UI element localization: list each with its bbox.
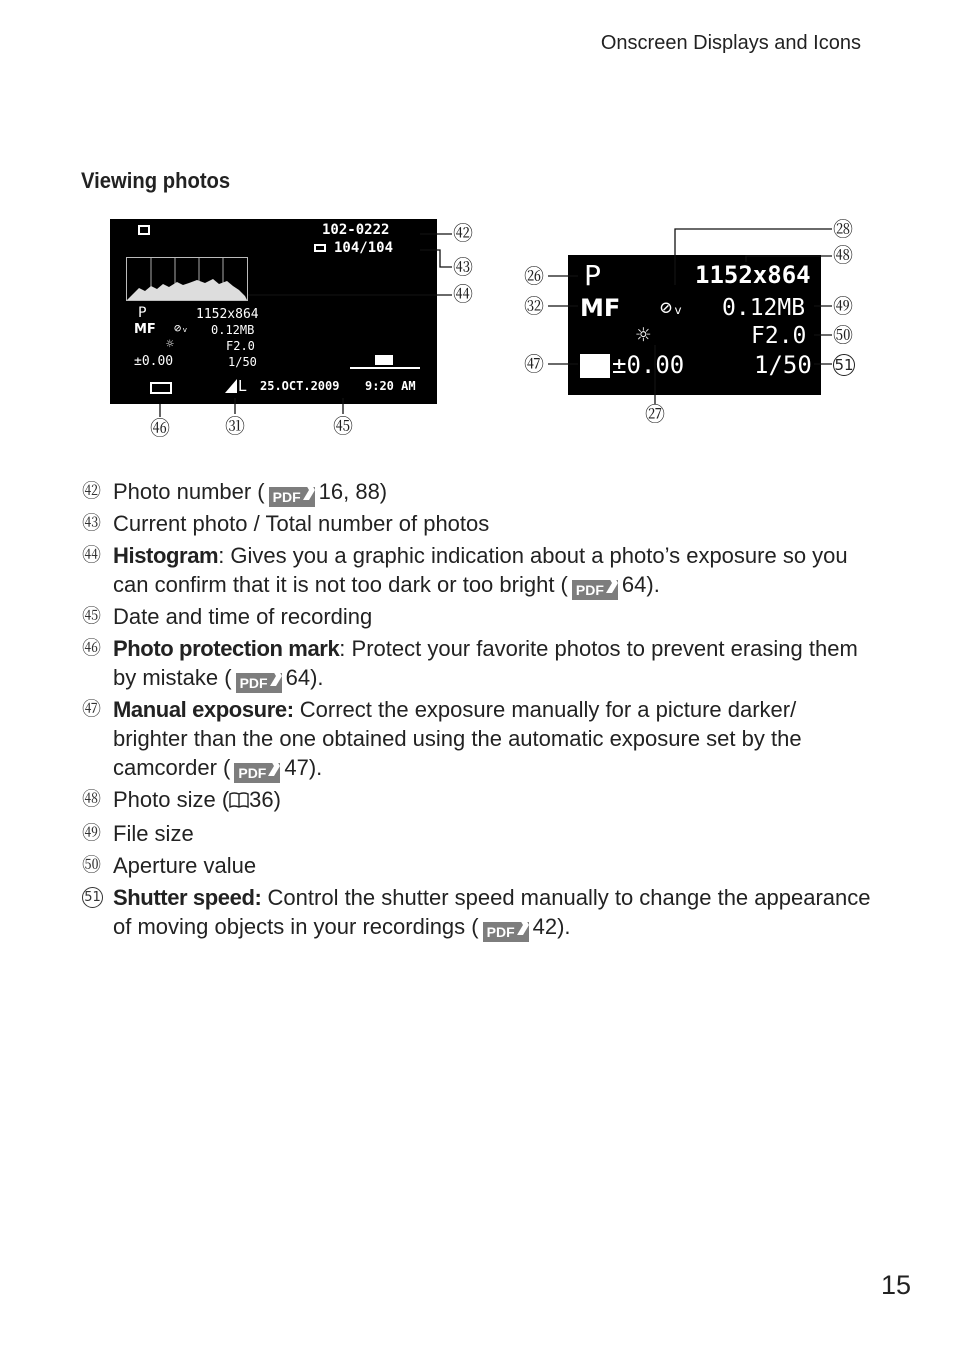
legend-item xyxy=(82,509,872,538)
legend-number: ㊽ xyxy=(82,788,102,810)
page-reference: 64). xyxy=(621,572,660,597)
pdf-reference-icon[interactable] xyxy=(236,666,282,691)
exposure-value: ±0.00 xyxy=(134,354,174,369)
legend-item xyxy=(82,695,872,782)
pdf-reference-icon[interactable] xyxy=(483,915,529,940)
legend-number: ㊸ xyxy=(82,512,102,534)
legend-text: Current photo / Total number of photos xyxy=(113,511,490,536)
pdf-label: PDF xyxy=(236,673,282,693)
legend-item xyxy=(82,819,872,848)
legend-text: Correct the exposure manually for a picture darker/ brighter than the one obtained using the automatic exposure set by the camcorder ( xyxy=(113,697,802,780)
callout-28: ㉘ xyxy=(833,217,853,241)
legend-item xyxy=(82,851,872,880)
callout-46: ㊻ xyxy=(150,416,170,440)
page-reference: 42). xyxy=(532,914,571,939)
legend-text: File size xyxy=(113,821,194,846)
focus-mode: MF xyxy=(134,322,156,337)
legend-text: : Gives you a graphic indication about a photo’s exposure so you can confirm that it is not too dark or too bright ( xyxy=(113,543,848,597)
legend-item xyxy=(82,602,872,631)
pdf-label: PDF xyxy=(234,763,280,783)
legend-item xyxy=(82,541,872,599)
legend-title: Shutter speed: xyxy=(113,885,262,910)
legend-number: ㊺ xyxy=(82,605,102,627)
photo-count: 104/104 xyxy=(334,240,394,256)
callout-43: ㊸ xyxy=(453,255,473,279)
photo-size: 1152x864 xyxy=(196,307,259,322)
file-size: 0.12MB xyxy=(211,323,255,337)
legend-number: ㊼ xyxy=(82,698,102,720)
callout-31: ㉛ xyxy=(225,414,245,438)
shutter-speed: 1/50 xyxy=(228,355,257,369)
pdf-reference-icon[interactable] xyxy=(269,480,315,505)
legend-number: ㊿ xyxy=(82,854,102,876)
focus-assist-icon: ⊘ᵥ xyxy=(660,295,685,319)
legend-title: Histogram xyxy=(113,543,219,568)
legend-text: Photo size ( xyxy=(113,787,230,812)
callout-42: ㊷ xyxy=(453,221,473,245)
focus-mode: MF xyxy=(580,294,621,322)
legend-item xyxy=(82,634,872,692)
pdf-label: PDF xyxy=(572,580,618,600)
page-reference: 47). xyxy=(284,755,323,780)
callout-44: ㊹ xyxy=(453,282,473,306)
focus-assist-icon: ⊘ᵥ xyxy=(174,321,189,335)
legend-number: ㊷ xyxy=(82,480,102,502)
callout-47: ㊼ xyxy=(524,352,544,376)
photo-number: 102-0222 xyxy=(322,222,390,238)
section-title: Viewing photos xyxy=(81,168,231,193)
shooting-mode: P xyxy=(584,259,601,292)
legend-number: 51 xyxy=(82,887,103,908)
pdf-reference-icon[interactable] xyxy=(572,573,618,598)
quality: L xyxy=(238,377,247,395)
shooting-mode: P xyxy=(138,305,147,321)
callout-51: 51 xyxy=(834,356,854,374)
callout-48: ㊽ xyxy=(833,243,853,267)
callout-32: ㉜ xyxy=(524,294,544,318)
callout-50: ㊿ xyxy=(833,323,853,347)
white-balance-icon: ☼ xyxy=(166,337,174,352)
legend-item xyxy=(82,785,872,816)
page-reference: 64). xyxy=(285,665,324,690)
exposure-value: ±0.00 xyxy=(612,351,685,379)
legend-text: Control the shutter speed manually to change the appearance of moving objects in your recordings ( xyxy=(113,885,871,939)
page-number: 15 xyxy=(880,1270,911,1300)
photo-size: 1152x864 xyxy=(695,261,811,289)
legend-title: Manual exposure: xyxy=(113,697,294,722)
legend-number: ㊻ xyxy=(82,637,102,659)
pdf-label: PDF xyxy=(269,487,315,507)
legend-number: ㊾ xyxy=(82,822,102,844)
legend-text: Aperture value xyxy=(113,853,257,878)
shutter-speed: 1/50 xyxy=(754,351,812,379)
pdf-label: PDF xyxy=(483,922,529,942)
legend-item xyxy=(82,477,872,506)
file-size: 0.12MB xyxy=(722,295,806,321)
legend-list xyxy=(82,477,872,944)
legend-text: Date and time of recording xyxy=(113,604,373,629)
page-reference: 36) xyxy=(249,787,281,812)
aperture: F2.0 xyxy=(226,339,255,353)
callout-49: ㊾ xyxy=(833,294,853,318)
legend-number: ㊹ xyxy=(82,544,102,566)
white-balance-icon: ☼ xyxy=(636,321,651,349)
time: 9:20 AM xyxy=(365,379,416,393)
legend-title: Photo protection mark xyxy=(113,636,340,661)
callout-45: ㊺ xyxy=(333,414,353,438)
page-header: Onscreen Displays and Icons xyxy=(600,32,861,54)
page-reference: 16, 88) xyxy=(318,479,388,504)
callout-26: ㉖ xyxy=(524,264,544,288)
book-reference-icon xyxy=(229,787,249,816)
leader-lines xyxy=(0,0,954,460)
legend-text: : Protect your favorite photos to prevent erasing them by mistake ( xyxy=(113,636,858,690)
legend-item xyxy=(82,883,872,941)
legend-text: Photo number ( xyxy=(113,479,265,504)
date: 25.OCT.2009 xyxy=(260,379,340,393)
callout-27: ㉗ xyxy=(645,402,665,426)
pdf-reference-icon[interactable] xyxy=(234,756,280,781)
aperture: F2.0 xyxy=(751,323,807,349)
